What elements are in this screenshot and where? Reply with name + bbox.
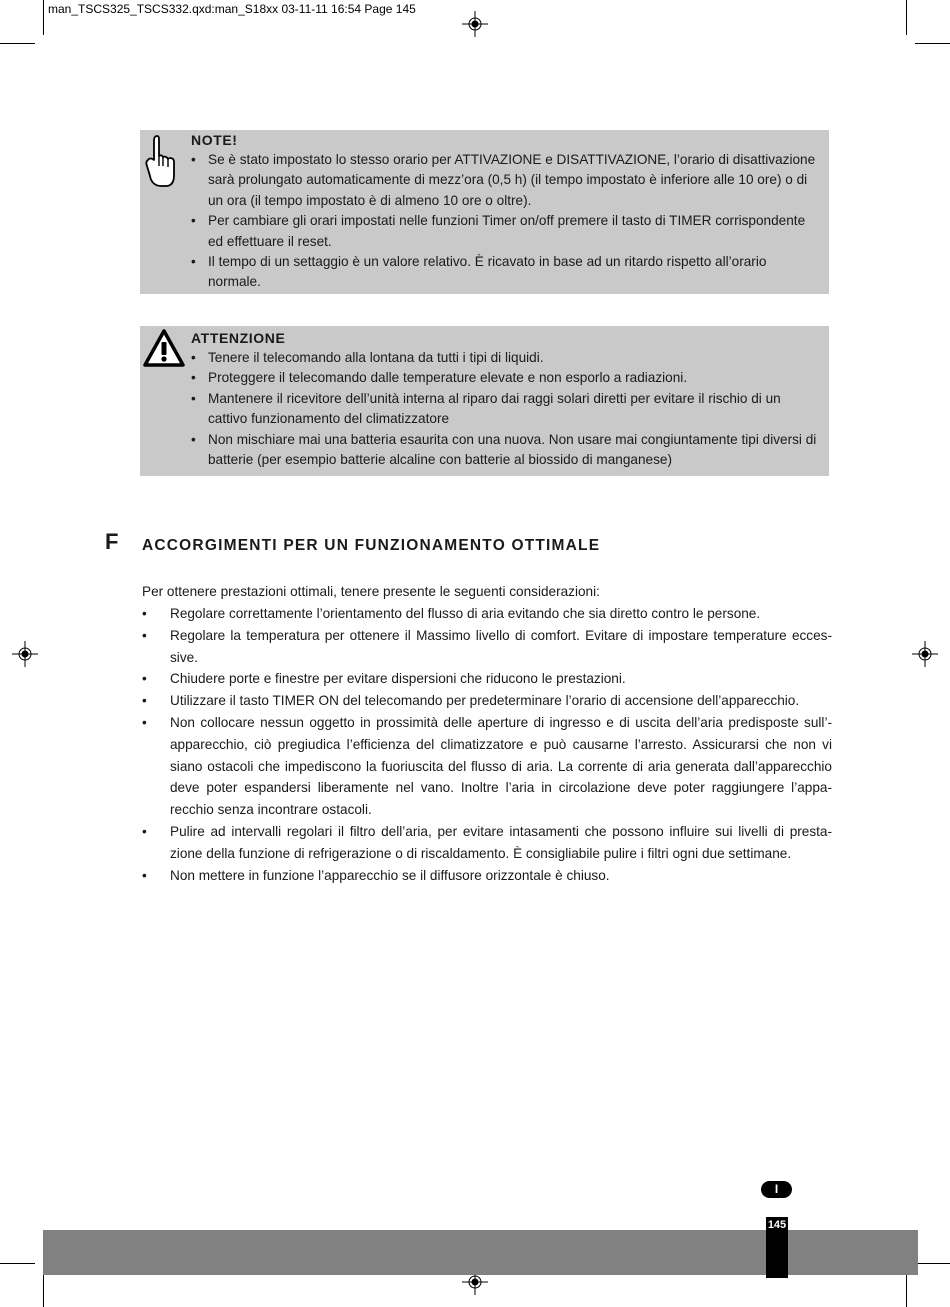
crop-mark <box>0 43 35 44</box>
note-list <box>191 150 823 293</box>
list-item: • Regolare correttamente l’orientamento del flusso di aria evitando che sia diretto contro le persone. <box>142 603 832 625</box>
list-item: • Non mettere in funzione l’apparecchio se il diffusore orizzontale è chiuso. <box>142 865 832 887</box>
list-item: • Se è stato impostato lo stesso orario per ATTIVAZIONE e DISATTIVAZIONE, l’orario di disattivazione sarà prolungato automaticamente di mezz’ora (0,5 h) (il tempo impostato è inferiore alle 10 ore) o di un ora (il tempo impostato è di almeno 10 ore o oltre). <box>191 150 823 211</box>
warning-box <box>140 326 829 476</box>
list-item: • Mantenere il ricevitore dell’unità interna al riparo dai raggi solari diretti per evitare il rischio di un cattivo funzionamento del climatizzatore <box>191 389 823 430</box>
tips-list <box>142 603 832 886</box>
list-item: • Pulire ad intervalli regolari il filtro dell’aria, per evitare intasamenti che possono influire sui livelli di presta-zione della funzione di refrigerazione o di riscaldamento. È consigliabile pulire i filtri ogni due settimane. <box>142 821 832 865</box>
list-item: • Utilizzare il tasto TIMER ON del telecomando per predeterminare l’orario di accensione dell’apparecchio. <box>142 690 832 712</box>
language-badge: I <box>761 1181 792 1198</box>
pointing-hand-icon <box>142 134 176 188</box>
page-number: 145 <box>767 1219 787 1231</box>
crop-mark <box>43 0 44 35</box>
registration-mark-icon <box>912 641 938 667</box>
warning-triangle-icon <box>142 328 186 368</box>
list-item: • Regolare la temperatura per ottenere il Massimo livello di comfort. Evitare di impostare temperature ecces-sive. <box>142 625 832 669</box>
list-item: • Proteggere il telecomando dalle temperature elevate e non esporlo a radiazioni. <box>191 368 823 388</box>
list-item: • Il tempo di un settaggio è un valore relativo. È ricavato in base ad un ritardo rispetto all’orario normale. <box>191 252 823 293</box>
list-item: • Non mischiare mai una batteria esaurita con una nuova. Non usare mai congiuntamente tipi diversi di batterie (per esempio batterie alcaline con batterie al biossido di manganese) <box>191 430 823 471</box>
section-letter: F <box>105 529 119 554</box>
warning-list <box>191 348 823 470</box>
crop-mark <box>43 1272 44 1307</box>
list-item: • Non collocare nessun oggetto in prossimità delle aperture di ingresso e di uscita dell’aria predisposte sull’-apparecchio, ciò pregiudica l’efficienza del climatizzatore e può causarne l’arresto. Assicurarsi che non vi siano ostacoli che impediscono la fuoriuscita del flusso di aria. La corrente di aria generata dall’apparecchio deve poter espandersi liberamente nel vano. Inoltre l’aria in circolazione deve poter raggiungere l’appa-recchio senza incontrare ostacoli. <box>142 712 832 821</box>
note-box <box>140 130 829 294</box>
warning-title: ATTENZIONE <box>191 330 286 346</box>
note-title: NOTE! <box>191 132 238 148</box>
print-slug-line: man_TSCS325_TSCS332.qxd:man_S18xx 03-11-11 16:54 Page 145 <box>48 2 416 16</box>
crop-mark <box>906 1272 907 1307</box>
crop-mark <box>915 1263 950 1264</box>
registration-mark-icon <box>12 641 38 667</box>
crop-mark <box>0 1263 35 1264</box>
section-title: ACCORGIMENTI PER UN FUNZIONAMENTO OTTIMALE <box>142 537 601 554</box>
list-item: • Tenere il telecomando alla lontana da tutti i tipi di liquidi. <box>191 348 823 368</box>
list-item: • Per cambiare gli orari impostati nelle funzioni Timer on/off premere il tasto di TIMER corrispondente ed effettuare il reset. <box>191 211 823 252</box>
registration-mark-icon <box>462 11 488 37</box>
list-item: • Chiudere porte e finestre per evitare dispersioni che riducono le prestazioni. <box>142 668 832 690</box>
section-intro: Per ottenere prestazioni ottimali, tenere presente le seguenti considerazioni: <box>142 584 600 599</box>
crop-mark <box>915 43 950 44</box>
crop-mark <box>906 0 907 35</box>
